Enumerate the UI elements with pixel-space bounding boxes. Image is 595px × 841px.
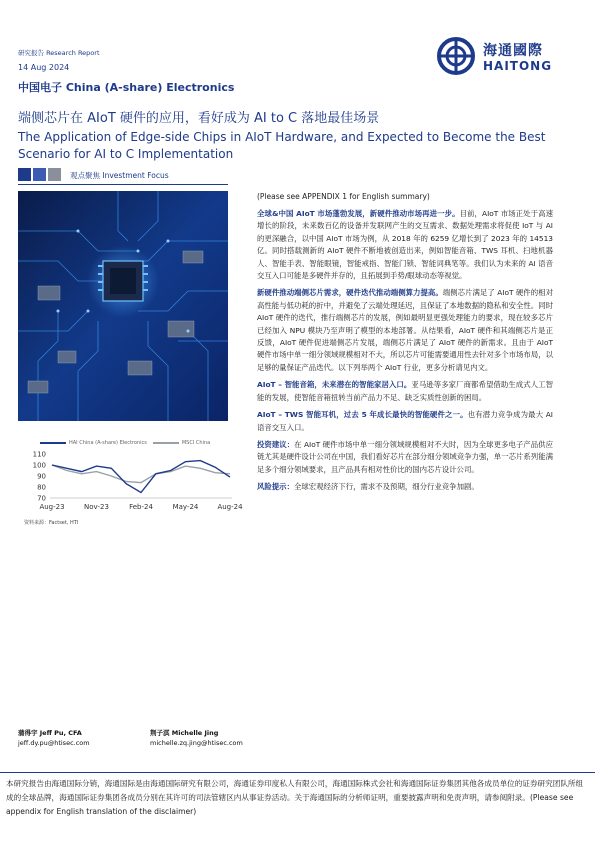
legend-swatch-hai [40,442,66,444]
summary-paragraph-chips [257,287,553,374]
y-tick-label-2: 90 [37,472,46,481]
x-tick-label-3: May-24 [172,503,199,511]
sector-title: 中国电子 China (A-share) Electronics [18,81,235,94]
heading-tws: AIoT – TWS 智能耳机，过去 5 年成长最快的智能硬件之一。 [257,410,468,420]
report-summary [257,208,553,499]
disclaimer-divider [0,772,595,773]
analyst-2-email[interactable]: michelle.zq.jing@htisec.com [150,739,243,747]
report-title-en: The Application of Edge-side Chips in AIoT Hardware, and Expected to Become the Best Scenario for AI to C Implementation [18,130,546,161]
chart-source: 资料来源：Factset, HTI [24,520,79,526]
legend-swatch-msci [153,442,179,444]
investment-focus-label: 观点聚焦 Investment Focus [70,171,169,180]
heading-investment: 投资建议： [257,439,295,449]
haitong-logo [437,37,577,77]
heading-market: 全球&中国 AIoT 市场蓬勃发展，新硬件推动市场再进一步。 [257,209,460,218]
legend-item-hai [40,440,147,446]
disclaimer-text: 本研究报告由海通国际分销，海通国际是由海通国际研究有限公司，海通证券印度私人有限公司，海通国际株式会社和海通国际证券集团其他各成员单位的证券研究团队所组成的全球品牌，海通国际证券集团各成员分别在其许可的司法管辖区内从事证券活动。关于海通国际的分析师证明，重要披露声明和免责声明，请参阅附录。(Please see appendix for English translation of the disclaimer) [6,779,584,816]
legend-item-msci [153,440,210,446]
x-tick-label-1: Nov-23 [84,503,109,511]
text-risk: 全球宏观经济下行，需求不及预期，细分行业竞争加剧。 [293,482,479,492]
analyst-1 [18,728,90,748]
x-tick-label-0: Aug-23 [39,503,65,511]
heading-chips: 新硬件推动端侧芯片需求，硬件迭代推动端侧算力提高。 [257,288,443,298]
heading-speaker: AIoT – 智能音箱，未来潜在的智能家居入口。 [257,380,412,390]
logo-text-en: HAITONG [483,59,553,73]
appendix-note: (Please see APPENDIX 1 for English summary) [257,192,430,201]
document-type: 研究报告 Research Report [18,49,100,57]
text-investment: 在 AIoT 硬件市场中单一细分领域规模相对不大时，因为全球更多电子产品供应链尤其是硬件设计公司在中国，我们看好芯片在部分细分领域竞争力强，单一芯片系列能满足多个细分领域要求，且产品具有相对性价比的国内芯片设计公司。 [257,439,553,474]
chart-legend [40,440,210,446]
legend-label-hai: HAI China (A-share) Electronics [69,440,147,446]
text-speaker: 亚马逊等多家厂商都希望借助生成式人工智能的发展，使智能音箱扭转当前产品力不足、缺乏实质性创新的困局。 [257,380,553,402]
summary-paragraph-risk [257,481,553,493]
summary-paragraph-investment [257,439,553,476]
focus-divider [18,184,228,185]
report-date: 14 Aug 2024 [18,63,70,72]
summary-paragraph-speaker [257,379,553,404]
analyst-1-name: 蒲得宇 Jeff Pu, CFA [18,729,82,737]
logo-text-cn: 海通國際 [483,43,543,59]
focus-color-blocks [18,168,63,181]
y-tick-label-0: 70 [37,494,46,503]
analyst-1-email[interactable]: jeff.dy.pu@htisec.com [18,739,90,747]
x-tick-label-4: Aug-24 [217,503,243,511]
focus-block-1 [18,168,31,181]
y-tick-label-4: 110 [32,450,46,459]
analyst-2-name: 荆子淇 Michelle Jing [150,729,219,737]
series-line-0 [52,461,230,493]
report-title-cn: 端侧芯片在 AIoT 硬件的应用，看好成为 AI to C 落地最佳场景 [18,111,380,126]
summary-paragraph-tws [257,409,553,434]
circuit-board-image [18,191,228,421]
text-chips: 端侧芯片满足了 AIoT 硬件的相对高性能与低功耗的折中，并避免了云端处理延迟，且保证了本地数据的隐私和安全性。同时 AIoT 硬件的迭代，推行端侧芯片的发展，例如最明显更强处理能力的要求，现在较多芯片已经加入 NPU 模块乃至声明了模型的本地部署。从结果看，AIoT 硬件和其端侧芯片是正反馈，AIoT 硬件促进端侧芯片发展，端侧芯片满足了 AIoT 硬件的新需求。且由于 AIoT 硬件市场中单一细分领域规模相对不大，所以芯片可能需要通用性去针对多个市场布局，以足够的量保证产品迭代。以下列举两个 AIoT 行业，更多分析请见内文。 [257,288,553,372]
performance-chart [18,448,243,516]
heading-risk: 风险提示： [257,482,294,492]
y-tick-label-3: 100 [32,461,46,470]
focus-block-3 [48,168,61,181]
analyst-2 [150,728,243,748]
focus-block-2 [33,168,46,181]
summary-paragraph-market [257,208,553,282]
x-tick-label-2: Feb-24 [129,503,153,511]
text-tws: 也有潜力竞争成为最大 AI 语音交互入口。 [257,410,553,432]
haitong-logo-icon [437,37,475,75]
legend-label-msci: MSCI China [181,440,211,446]
series-line-1 [52,465,230,483]
y-tick-label-1: 80 [37,483,46,492]
text-market: 目前，AIoT 市场正处于高速增长的阶段，未来数百亿的设备并发联网产生的交互需求、数据处理需求将促使 IoT 与 AI 的更深融合，以中国 AIoT 市场为例，从 2018 年的 6259 亿增长到了 2023 年的 14513 亿。同时搭载测新的 AIoT 硬件不断地被创造出来，例如智能音箱、TWS 耳机、扫地机器人、智能手表、智能眼镜，智能戒指、智能门锁、智能词典笔等。我们认为未来的 AI 语音交互入口可能是多硬件并存的，且拓展到手势/眼球动态等视觉。 [257,209,554,281]
